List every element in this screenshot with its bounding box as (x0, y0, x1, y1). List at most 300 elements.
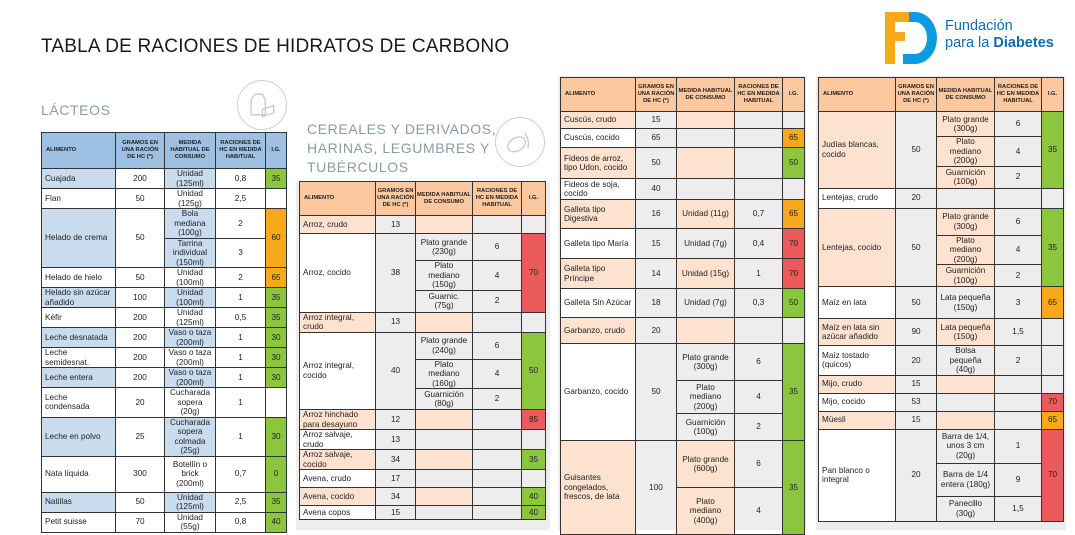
measure-value (937, 411, 995, 429)
measure-value: Plato mediano (200g) (677, 381, 735, 414)
grams-value: 38 (376, 234, 416, 313)
ig-value: 65 (1042, 287, 1064, 319)
ig-value (1042, 346, 1064, 376)
rations-value: 4 (995, 137, 1042, 167)
food-name: Kéfir (42, 308, 116, 328)
rations-value: 2 (216, 268, 266, 288)
table-row (42, 368, 287, 388)
measure-value: Plato mediano (400g) (677, 488, 735, 535)
food-name: Maíz tostado (quicos) (819, 346, 896, 376)
rations-value: 6 (473, 332, 522, 359)
measure-value (416, 410, 473, 430)
ig-value: 50 (522, 332, 546, 410)
rations-value (735, 318, 783, 344)
header-measure: MEDIDA HABITUAL DE CONSUMO (165, 133, 216, 169)
food-name: Arroz integral, cocido (300, 332, 376, 410)
measure-value: Unidad (7g) (677, 289, 735, 318)
table-row (42, 492, 287, 512)
rations-value: 0,5 (216, 308, 266, 328)
food-name: Lentejas, cocido (819, 208, 896, 287)
ig-value: 70 (1042, 429, 1064, 521)
header-rations: RACIONES DE HC EN MEDIDA HABITUAL (735, 78, 783, 112)
rations-value: 4 (995, 235, 1042, 265)
rations-value: 1 (216, 388, 266, 418)
ig-value: 0 (266, 456, 287, 492)
food-name: Garbanzo, cocido (561, 344, 636, 441)
table-row (819, 188, 1064, 208)
table-row (300, 216, 546, 234)
grams-value: 34 (376, 488, 416, 506)
measure-value (416, 506, 473, 520)
table-row (42, 209, 287, 239)
grams-value: 20 (896, 188, 937, 208)
ig-value: 30 (266, 417, 287, 456)
rations-value: 1 (216, 288, 266, 308)
measure-value: Plato grande (300g) (677, 344, 735, 381)
table-row (42, 189, 287, 209)
food-name: Leche semidesnat. (42, 348, 116, 368)
measure-value (677, 318, 735, 344)
ig-value: 65 (783, 200, 805, 229)
table-row (300, 488, 546, 506)
food-name: Galleta Sin Azúcar (561, 289, 636, 318)
measure-value: Unidad (100ml) (165, 268, 216, 288)
grams-value: 15 (896, 375, 937, 393)
header-grams: GRAMOS EN UNA RACIÓN DE HC (*) (116, 133, 165, 169)
rations-value (473, 506, 522, 520)
ig-value: 35 (1042, 208, 1064, 287)
grams-value: 200 (116, 368, 165, 388)
measure-value: Guarnición (100g) (937, 265, 995, 287)
measure-value: Guarnic. (75g) (416, 290, 473, 312)
table-row (42, 512, 287, 532)
rations-value: 2 (995, 346, 1042, 376)
grams-value: 20 (636, 318, 677, 344)
ig-value (783, 179, 805, 200)
rations-value (473, 410, 522, 430)
grams-value: 13 (376, 216, 416, 234)
food-name: Fideos de arroz, tipo Udon, cocido (561, 148, 636, 179)
table-row (561, 200, 805, 229)
milk-cheese-icon (237, 80, 287, 130)
rations-value (735, 112, 783, 129)
grams-value: 20 (896, 346, 937, 376)
food-name: Leche entera (42, 368, 116, 388)
table-row (42, 308, 287, 328)
table-row (561, 148, 805, 179)
measure-value: Lata pequeña (150g) (937, 319, 995, 346)
ig-value: 50 (783, 148, 805, 179)
ig-value: 35 (266, 169, 287, 189)
header-rations: RACIONES DE HC EN MEDIDA HABITUAL (216, 133, 266, 169)
ig-value: 35 (1042, 112, 1064, 189)
ig-value: 70 (783, 259, 805, 289)
food-name: Leche condensada (42, 388, 116, 418)
food-name: Arroz salvaje, cocido (300, 450, 376, 470)
grams-value: 50 (896, 287, 937, 319)
grams-value: 20 (116, 388, 165, 418)
food-name: Galleta tipo Digestiva (561, 200, 636, 229)
rations-value: 2 (735, 414, 783, 441)
grams-value: 90 (896, 319, 937, 346)
grams-value: 100 (116, 288, 165, 308)
table-row (42, 328, 287, 348)
ig-value: 30 (266, 368, 287, 388)
header-rations: RACIONES DE HC EN MEDIDA HABITUAL (473, 182, 522, 216)
food-name: Natillas (42, 492, 116, 512)
food-name: Pan blanco o integral (819, 429, 896, 521)
measure-value: Unidad (7g) (677, 229, 735, 259)
rations-value: 1 (216, 328, 266, 348)
rations-value (473, 430, 522, 450)
measure-value: Panecillo (30g) (937, 496, 995, 521)
logo-line2b: Diabetes (993, 35, 1054, 51)
grams-value: 15 (636, 229, 677, 259)
measure-value: Unidad (55g) (165, 512, 216, 532)
food-name: Arroz, crudo (300, 216, 376, 234)
ig-value: 65 (266, 268, 287, 288)
grams-value: 70 (116, 512, 165, 532)
measure-value: Botellín o brick (200ml) (165, 456, 216, 492)
table-row (561, 179, 805, 200)
food-name: Helado de crema (42, 209, 116, 268)
food-name: Galleta tipo María (561, 229, 636, 259)
table-row (561, 289, 805, 318)
grams-value: 16 (636, 200, 677, 229)
food-name: Cuscús, cocido (561, 129, 636, 148)
measure-value: Vaso o taza (200ml) (165, 348, 216, 368)
rations-value: 3 (995, 287, 1042, 319)
measure-value (416, 488, 473, 506)
measure-value: Guarnición (100g) (677, 414, 735, 441)
measure-value: Plato grande (240g) (416, 332, 473, 359)
rations-value (735, 179, 783, 200)
page-title: TABLA DE RACIONES DE HIDRATOS DE CARBONO (41, 36, 510, 57)
food-name: Leche desnatada (42, 328, 116, 348)
ig-value: 65 (1042, 411, 1064, 429)
rations-value: 2 (473, 389, 522, 410)
ig-value (783, 112, 805, 129)
rations-value (735, 148, 783, 179)
ig-value: 85 (522, 410, 546, 430)
header-food: ALIMENTO (561, 78, 636, 112)
grams-value: 50 (116, 268, 165, 288)
food-name: Arroz hinchado para desayuno (300, 410, 376, 430)
table-row (300, 450, 546, 470)
header-ig: I.G. (266, 133, 287, 169)
header-grams: GRAMOS EN UNA RACIÓN DE HC (*) (636, 78, 677, 112)
measure-value (937, 188, 995, 208)
grams-value: 50 (896, 112, 937, 189)
rations-value: 6 (735, 441, 783, 488)
rations-value: 1,5 (995, 319, 1042, 346)
grams-value: 200 (116, 308, 165, 328)
grams-value: 12 (376, 410, 416, 430)
ig-value (522, 312, 546, 332)
bread-wheat-icon (495, 117, 545, 167)
food-name: Maíz en lata (819, 287, 896, 319)
ig-value: 35 (783, 441, 805, 535)
grams-value: 40 (636, 179, 677, 200)
table-row (561, 112, 805, 129)
table-row (42, 388, 287, 418)
table-row (42, 456, 287, 492)
measure-value: Guarnición (80g) (416, 389, 473, 410)
grams-value: 15 (376, 506, 416, 520)
rations-value (995, 411, 1042, 429)
measure-value (416, 312, 473, 332)
rations-value (995, 393, 1042, 411)
ig-value: 70 (783, 229, 805, 259)
measure-value: Bola mediana (100g) (165, 209, 216, 239)
table-cereales-3 (818, 77, 1064, 522)
rations-value: 9 (995, 463, 1042, 496)
rations-value: 0,3 (735, 289, 783, 318)
rations-value (473, 470, 522, 488)
measure-value (416, 216, 473, 234)
rations-value: 6 (995, 112, 1042, 137)
ig-value (266, 388, 287, 418)
measure-value (677, 112, 735, 129)
grams-value: 20 (896, 429, 937, 521)
rations-value: 2 (995, 265, 1042, 287)
grams-value: 17 (376, 470, 416, 488)
header-ig: I.G. (522, 182, 546, 216)
rations-value (473, 216, 522, 234)
grams-value: 15 (896, 411, 937, 429)
measure-value: Plato mediano (160g) (416, 359, 473, 389)
rations-value: 3 (216, 238, 266, 268)
header-measure: MEDIDA HABITUAL DE CONSUMO (416, 182, 473, 216)
ig-value: 30 (266, 348, 287, 368)
food-name: Flan (42, 189, 116, 209)
measure-value: Plato grande (300g) (937, 112, 995, 137)
section-title-cereales: CEREALES Y DERIVADOS, HARINAS, LEGUMBRES Y TUBÉRCULOS (307, 121, 497, 175)
table-row (561, 229, 805, 259)
header-measure: MEDIDA HABITUAL DE CONSUMO (937, 78, 995, 112)
rations-value: 0,7 (216, 456, 266, 492)
grams-value: 100 (636, 441, 677, 535)
table-row (42, 288, 287, 308)
header-food: ALIMENTO (42, 133, 116, 169)
logo-line2a: para la (945, 35, 994, 51)
rations-value (735, 129, 783, 148)
table-row (561, 344, 805, 381)
ig-value (266, 189, 287, 209)
grams-value: 34 (376, 450, 416, 470)
table-row (819, 346, 1064, 376)
table-row (819, 411, 1064, 429)
rations-value (995, 188, 1042, 208)
measure-value (937, 393, 995, 411)
measure-value: Plato grande (300g) (937, 208, 995, 235)
measure-value: Vaso o taza (200ml) (165, 328, 216, 348)
rations-value: 4 (473, 359, 522, 389)
food-name: Maíz en lata sin azúcar añadido (819, 319, 896, 346)
measure-value: Unidad (11g) (677, 200, 735, 229)
food-name: Mijo, cocido (819, 393, 896, 411)
table-row (42, 348, 287, 368)
food-name: Nata líquida (42, 456, 116, 492)
measure-value: Plato grande (600g) (677, 441, 735, 488)
table-row (819, 319, 1064, 346)
header-ig: I.G. (783, 78, 805, 112)
fundacion-diabetes-logo[interactable] (885, 10, 1060, 66)
logo-line1: Fundación (945, 18, 1013, 34)
food-name: Cuajada (42, 169, 116, 189)
table-row (561, 129, 805, 148)
measure-value (677, 179, 735, 200)
ig-value (522, 216, 546, 234)
table-row (300, 234, 546, 261)
ig-value (522, 470, 546, 488)
food-name: Arroz, cocido (300, 234, 376, 313)
measure-value: Plato mediano (150g) (416, 261, 473, 291)
measure-value: Unidad (15g) (677, 259, 735, 289)
rations-value: 6 (473, 234, 522, 261)
grams-value: 50 (896, 208, 937, 287)
ig-value: 70 (1042, 393, 1064, 411)
food-name: Müesli (819, 411, 896, 429)
section-title-lacteos: LÁCTEOS (41, 102, 111, 118)
ig-value: 35 (266, 492, 287, 512)
measure-value: Guarnición (100g) (937, 166, 995, 188)
ig-value: 50 (783, 289, 805, 318)
header-measure: MEDIDA HABITUAL DE CONSUMO (677, 78, 735, 112)
food-name: Helado sin azúcar añadido (42, 288, 116, 308)
ig-value (522, 430, 546, 450)
table-row (561, 259, 805, 289)
header-grams: GRAMOS EN UNA RACIÓN DE HC (*) (376, 182, 416, 216)
table-row (300, 470, 546, 488)
measure-value: Unidad (125g) (165, 189, 216, 209)
rations-value: 1,5 (995, 496, 1042, 521)
measure-value: Cucharada sopera colmada (25g) (165, 417, 216, 456)
food-name: Leche en polvo (42, 417, 116, 456)
rations-value: 1 (216, 368, 266, 388)
rations-value: 6 (995, 208, 1042, 235)
ig-value (1042, 188, 1064, 208)
measure-value: Plato grande (230g) (416, 234, 473, 261)
rations-value: 1 (995, 429, 1042, 463)
measure-value: Tarrina individual (150ml) (165, 238, 216, 268)
food-name: Petit suisse (42, 512, 116, 532)
food-name: Arroz salvaje, crudo (300, 430, 376, 450)
table-row (300, 332, 546, 359)
rations-value: 6 (735, 344, 783, 381)
rations-value: 4 (473, 261, 522, 291)
ig-value: 35 (266, 288, 287, 308)
measure-value: Vaso o taza (200ml) (165, 368, 216, 388)
rations-value: 0,8 (216, 169, 266, 189)
ig-value: 70 (522, 234, 546, 313)
food-name: Arroz integral, crudo (300, 312, 376, 332)
rations-value: 0,7 (735, 200, 783, 229)
grams-value: 25 (116, 417, 165, 456)
measure-value (416, 430, 473, 450)
grams-value: 50 (116, 492, 165, 512)
rations-value: 2 (995, 166, 1042, 188)
food-name: Garbanzo, crudo (561, 318, 636, 344)
fd-logo-icon (885, 12, 941, 64)
ig-value: 65 (783, 129, 805, 148)
food-name: Avena, crudo (300, 470, 376, 488)
grams-value: 200 (116, 348, 165, 368)
table-row (42, 169, 287, 189)
table-lacteos (41, 132, 287, 533)
measure-value (937, 375, 995, 393)
rations-value: 1 (216, 417, 266, 456)
grams-value: 13 (376, 312, 416, 332)
measure-value: Unidad (125ml) (165, 308, 216, 328)
measure-value: Cucharada sopera (20g) (165, 388, 216, 418)
food-name: Helado de hielo (42, 268, 116, 288)
grams-value: 300 (116, 456, 165, 492)
grams-value: 15 (636, 112, 677, 129)
table-row (42, 417, 287, 456)
grams-value: 13 (376, 430, 416, 450)
rations-value (473, 450, 522, 470)
measure-value: Lata pequeña (150g) (937, 287, 995, 319)
table-row (819, 287, 1064, 319)
food-name: Avena, cocido (300, 488, 376, 506)
ig-value: 35 (522, 450, 546, 470)
measure-value: Barra de 1/4, unos 3 cm (20g) (937, 429, 995, 463)
measure-value (416, 470, 473, 488)
table-row (819, 208, 1064, 235)
table-row (819, 375, 1064, 393)
grams-value: 50 (636, 148, 677, 179)
ig-value: 60 (266, 209, 287, 268)
table-row (819, 112, 1064, 137)
measure-value (677, 148, 735, 179)
ig-value: 40 (522, 506, 546, 520)
measure-value: Unidad (125ml) (165, 169, 216, 189)
table-row (300, 312, 546, 332)
rations-value: 2 (216, 209, 266, 239)
table-cereales-1 (299, 181, 546, 520)
table-row (819, 429, 1064, 463)
header-ig: I.G. (1042, 78, 1064, 112)
measure-value (677, 129, 735, 148)
grams-value: 200 (116, 169, 165, 189)
table-row (42, 268, 287, 288)
rations-value (473, 488, 522, 506)
grams-value: 14 (636, 259, 677, 289)
header-food: ALIMENTO (819, 78, 896, 112)
rations-value: 0,8 (216, 512, 266, 532)
food-name: Fideos de soja, cocido (561, 179, 636, 200)
ig-value: 40 (522, 488, 546, 506)
ig-value: 35 (783, 344, 805, 441)
rations-value: 0,4 (735, 229, 783, 259)
food-name: Avena copos (300, 506, 376, 520)
food-name: Mijo, crudo (819, 375, 896, 393)
ig-value (1042, 375, 1064, 393)
rations-value: 2 (473, 290, 522, 312)
header-rations: RACIONES DE HC EN MEDIDA HABITUAL (995, 78, 1042, 112)
measure-value (416, 450, 473, 470)
rations-value (473, 312, 522, 332)
measure-value: Unidad (125ml) (165, 492, 216, 512)
table-row (561, 441, 805, 488)
grams-value: 50 (636, 344, 677, 441)
measure-value: Unidad (100ml) (165, 288, 216, 308)
table-row (300, 506, 546, 520)
rations-value: 1 (735, 259, 783, 289)
table-row (300, 430, 546, 450)
rations-value (995, 375, 1042, 393)
